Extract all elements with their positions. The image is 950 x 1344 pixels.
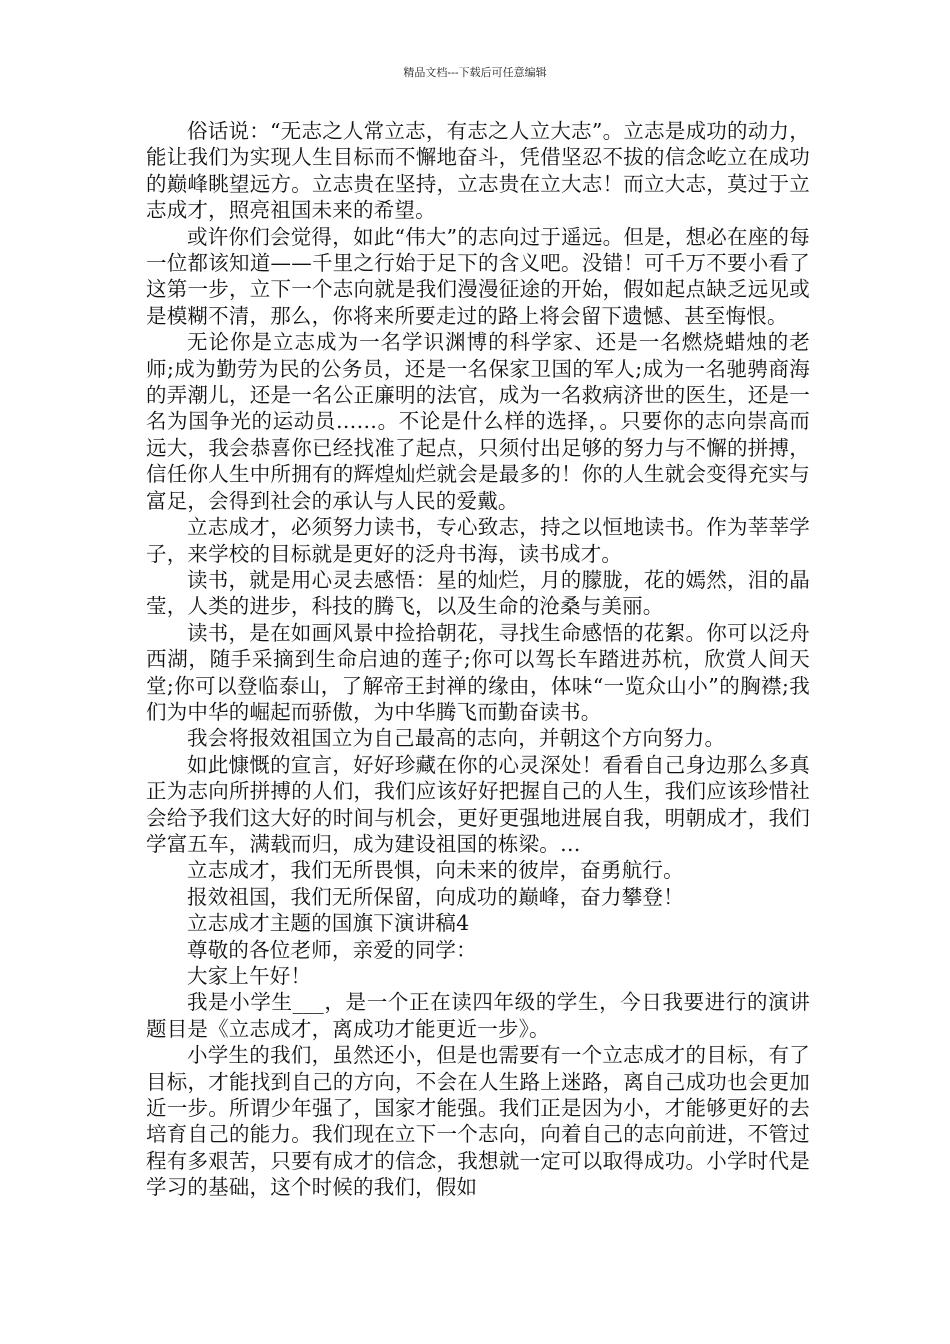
speech-title: 立志成才主题的国旗下演讲稿4 (187, 911, 470, 936)
paragraph-4: 立志成才，必须努力读书，专心致志，持之以恒地读书。作为莘莘学子，来学校的目标就是更好的泛舟书海，读书成才。 (146, 515, 810, 566)
paragraph-7: 我会将报效祖国立为自己最高的志向，并朝这个方向努力。 (187, 726, 726, 751)
paragraph-10: 报效祖国，我们无所保留，向成功的巅峰，奋力攀登！ (187, 884, 684, 909)
paragraph-15: 小学生的我们，虽然还小，但是也需要有一个立志成才的目标，有了目标，才能找到自己的方向，不会在人生路上迷路，离自己成功也会更加近一步。所谓少年强了，国家才能强。我们正是因为小，才能够更好的去培育自己的能力。我们现在立下一个志向，向着自己的志向前进，不管过程有多艰苦，只要有成才的信念，我想就一定可以取得成功。小学时代是学习的基础，这个时候的我们，假如 (146, 1043, 810, 1200)
paragraph-5: 读书，就是用心灵去感悟：星的灿烂，月的朦胧，花的嫣然，泪的晶莹，人类的进步，科技的腾飞，以及生命的沧桑与美丽。 (146, 567, 810, 619)
paragraph-2: 或许你们会觉得，如此“伟大”的志向过于遥远。但是，想必在座的每一位都该知道——千里之行始于足下的含义吧。没错！可千万不要小看了这第一步，立下一个志向就是我们漫漫征途的开始，假如起点缺乏远见或是模糊不清，那么，你将来所要走过的路上将会留下遗憾、甚至悔恨。 (146, 224, 810, 328)
paragraph-6: 读书，是在如画风景中捡拾朝花，寻找生命感悟的花絮。你可以泛舟西湖，随手采摘到生命启迪的莲子;你可以驾长车踏进苏杭，欣赏人间天堂;你可以登临泰山，了解帝王封禅的缘由，体味“一览众山小”的胸襟;我们为中华的崛起而骄傲，为中华腾飞而勤奋读书。 (146, 620, 810, 724)
paragraph-1: 俗话说：“无志之人常立志，有志之人立大志”。立志是成功的动力，能让我们为实现人生目标而不懈地奋斗，凭借坚忍不拔的信念屹立在成功的巅峰眺望远方。立志贵在坚持，立志贵在立大志！而立大志，莫过于立志成才，照亮祖国未来的希望。 (146, 119, 810, 223)
paragraph-14: 我是小学生___，是一个正在读四年级的学生，今日我要进行的演讲题目是《立志成才，离成功才能更近一步》。 (146, 990, 810, 1041)
page-header: 精品文档---下载后可任意编辑 (403, 66, 547, 79)
paragraph-3: 无论你是立志成为一名学识渊博的科学家、还是一名燃烧蜡烛的老师;成为勤劳为民的公务员，还是一名保家卫国的军人;成为一名驰骋商海的弄潮儿，还是一名公正廉明的法官，成为一名救病济世的医生，还是一名为国争光的运动员……。不论是什么样的选择，。只要你的志向崇高而远大，我会恭喜你已经找准了起点，只须付出足够的努力与不懈的拼搏，信任你人生中所拥有的辉煌灿烂就会是最多的！你的人生就会变得充实与富足，会得到社会的承认与人民的爱戴。 (146, 330, 810, 513)
paragraph-8: 如此慷慨的宣言，好好珍藏在你的心灵深处！看看自己身边那么多真正为志向所拼搏的人们，我们应该好好把握自己的人生，我们应该珍惜社会给予我们这大好的时间与机会，更好更强地进展自我，明朝成才，我们学富五车，满载而归，成为建设祖国的栋梁。… (146, 752, 810, 856)
paragraph-9: 立志成才，我们无所畏惧，向未来的彼岸，奋勇航行。 (187, 858, 684, 883)
document-body (146, 118, 810, 1201)
salutation: 尊敬的各位老师，亲爱的同学： (187, 937, 477, 962)
greeting: 大家上午好！ (187, 964, 312, 988)
